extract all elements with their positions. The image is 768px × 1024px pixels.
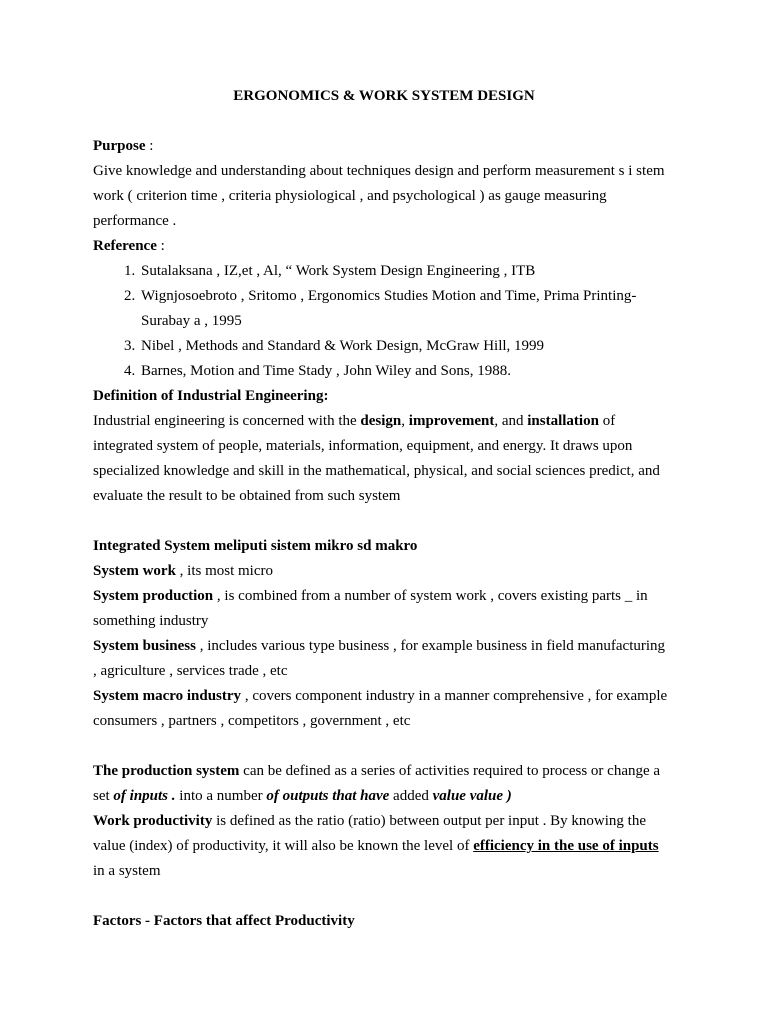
reference-item: 2. Wignjosoebroto , Sritomo , Ergonomics Studies Motion and Time, Prima Printing-Surabay a , 1995 bbox=[139, 284, 668, 334]
reference-item: 4. Barnes, Motion and Time Stady , John Wiley and Sons, 1988. bbox=[139, 359, 668, 384]
spacer bbox=[93, 734, 668, 759]
document-body bbox=[93, 134, 668, 934]
system-macro-line: System macro industry , covers component industry in a manner comprehensive , for example consumers , partners , competitors , government , etc bbox=[93, 688, 668, 729]
purpose-heading: Purpose : bbox=[93, 138, 154, 154]
reference-item: 1. Sutalaksana , IZ,et , Al, “ Work System Design Engineering , ITB bbox=[139, 259, 668, 284]
system-business-line: System business , includes various type business , for example business in field manufacturing , agriculture , services trade , etc bbox=[93, 638, 666, 679]
spacer bbox=[93, 884, 668, 909]
reference-item: 3. Nibel , Methods and Standard & Work Design, McGraw Hill, 1999 bbox=[139, 334, 668, 359]
production-system-text: The production system can be defined as a series of activities required to process or change a set of inputs . into a number of outputs that have added value value ) bbox=[93, 763, 661, 804]
system-work-line: System work , its most micro bbox=[93, 563, 274, 579]
reference-heading: Reference : bbox=[93, 238, 165, 254]
factors-heading: Factors - Factors that affect Productivity bbox=[93, 913, 355, 929]
purpose-text: Give knowledge and understanding about techniques design and perform measurement s i stem work ( criterion time , criteria physiological , and psychological ) as gauge measuring performance . bbox=[93, 163, 665, 229]
system-production-line: System production , is combined from a number of system work , covers existing parts _ in something industry bbox=[93, 588, 648, 629]
document-title: ERGONOMICS & WORK SYSTEM DESIGN bbox=[233, 88, 535, 104]
reference-list bbox=[93, 259, 668, 384]
definition-heading: Definition of Industrial Engineering: bbox=[93, 388, 329, 404]
integrated-heading: Integrated System meliputi sistem mikro sd makro bbox=[93, 538, 418, 554]
definition-text: Industrial engineering is concerned with the design, improvement, and installation of integrated system of people, materials, information, equipment, and energy. It draws upon specialized knowledge and skill in the mathematical, physical, and social sciences predict, and evaluate the result to be obtained from such system bbox=[93, 413, 660, 504]
spacer bbox=[93, 509, 668, 534]
work-productivity-text: Work productivity is defined as the ratio (ratio) between output per input . By knowing the value (index) of productivity, it will also be known the level of efficiency in the use of inputs in a system bbox=[93, 813, 659, 879]
